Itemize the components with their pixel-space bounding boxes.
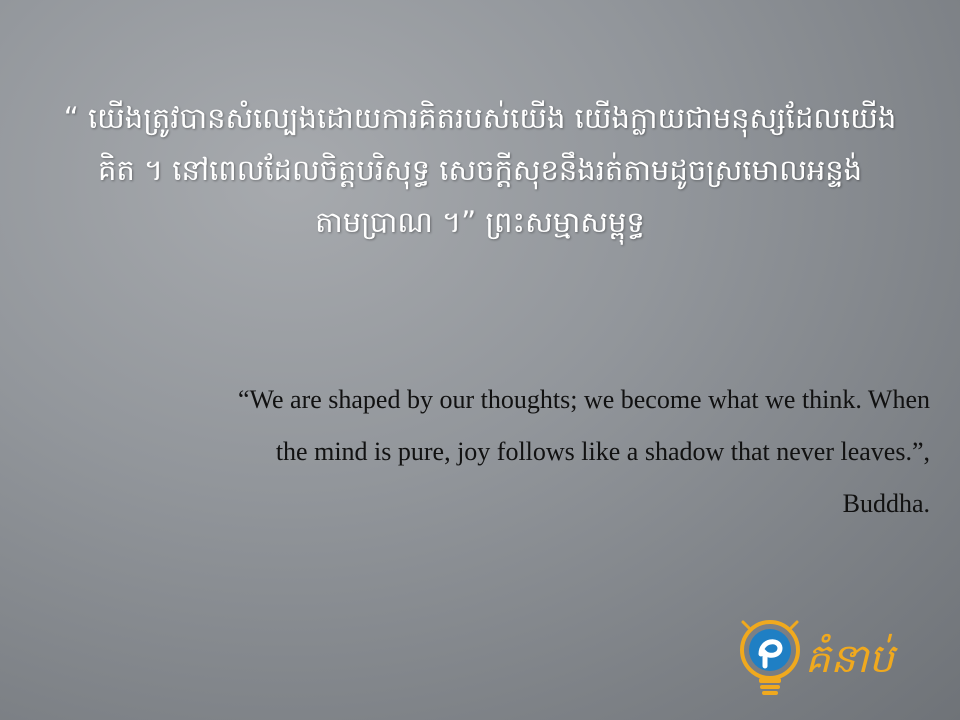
khmer-quote-line: គិត ។ នៅពេលដែលចិត្តបរិសុទ្ធ សេចក្ដីសុខនឹងរត់តាមដូចស្រមោលអន្ទង់ <box>97 153 863 187</box>
khmer-quote-line: តាមប្រាណ ។” ព្រះសម្មាសម្ពុទ្ធ <box>315 205 645 239</box>
bulb-base <box>762 691 778 695</box>
english-quote-line: the mind is pure, joy follows like a shadow that never leaves.”, <box>275 437 930 466</box>
english-quote-attribution: Buddha. <box>842 489 930 518</box>
logo-text: គំនាប់ <box>805 636 894 682</box>
bulb-base <box>760 685 780 689</box>
lightbulb-logo-icon <box>735 610 950 710</box>
bulb-ray <box>743 622 749 628</box>
khmer-quote-line: “ យើងត្រូវបានសំល្បេងដោយការគិតរបស់យើង យើងក្លាយជាមនុស្សដែលយើង <box>63 101 897 135</box>
bulb-ray <box>791 622 797 628</box>
brand-logo <box>735 610 950 710</box>
khmer-quote <box>20 92 940 248</box>
english-quote <box>30 374 930 530</box>
english-quote-line: “We are shaped by our thoughts; we become what we think. When <box>238 385 930 414</box>
bulb-base <box>759 678 781 683</box>
bulb-body <box>749 629 791 671</box>
